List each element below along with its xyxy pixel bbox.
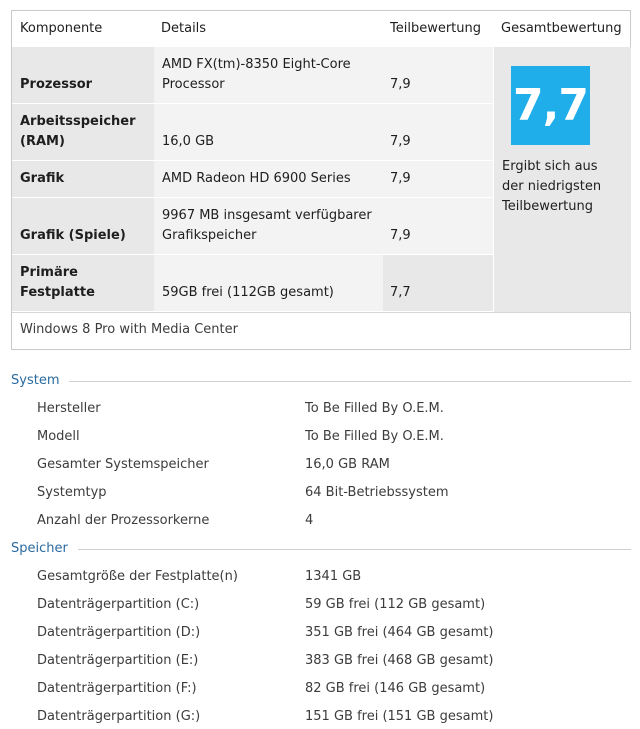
row-label-primary-disk: Primäre Festplatte [12, 255, 154, 312]
row-label-processor: Prozessor [12, 47, 154, 104]
row-detail-memory: 16,0 GB [154, 104, 383, 161]
row-score-graphics: 7,9 [383, 161, 493, 198]
header-details: Details [161, 21, 207, 36]
header-component: Komponente [20, 21, 103, 36]
storage-value-partition-d: 351 GB frei (464 GB gesamt) [305, 625, 494, 640]
system-label-memory: Gesamter Systemspeicher [37, 457, 209, 472]
divider [12, 312, 630, 313]
row-score-primary-disk: 7,7 [383, 255, 493, 312]
os-edition: Windows 8 Pro with Media Center [20, 322, 238, 337]
storage-value-partition-e: 383 GB frei (468 GB gesamt) [305, 653, 494, 668]
system-label-type: Systemtyp [37, 485, 107, 500]
system-value-memory: 16,0 GB RAM [305, 457, 390, 472]
system-label-manufacturer: Hersteller [37, 401, 101, 416]
storage-label-partition-d: Datenträgerpartition (D:) [37, 625, 201, 640]
system-label-model: Modell [37, 429, 80, 444]
row-detail-gaming-graphics: 9967 MB insgesamt verfügbarer Grafikspeicher [154, 198, 383, 255]
score-panel [11, 10, 631, 350]
system-label-cores: Anzahl der Prozessorkerne [37, 513, 210, 528]
system-value-manufacturer: To Be Filled By O.E.M. [305, 401, 444, 416]
total-score-tile: 7,7 [511, 66, 590, 145]
row-label-gaming-graphics: Grafik (Spiele) [12, 198, 154, 255]
system-value-model: To Be Filled By O.E.M. [305, 429, 444, 444]
system-value-type: 64 Bit-Betriebssystem [305, 485, 449, 500]
system-value-cores: 4 [305, 513, 314, 528]
section-title-system: System [11, 373, 69, 388]
storage-label-partition-e: Datenträgerpartition (E:) [37, 653, 199, 668]
row-detail-primary-disk: 59GB frei (112GB gesamt) [154, 255, 383, 312]
total-score-column [494, 47, 631, 312]
row-score-processor: 7,9 [383, 47, 493, 104]
section-title-storage: Speicher [11, 541, 78, 556]
row-label-graphics: Grafik [12, 161, 154, 198]
storage-value-total: 1341 GB [305, 569, 362, 584]
row-score-gaming-graphics: 7,9 [383, 198, 493, 255]
storage-value-partition-c: 59 GB frei (112 GB gesamt) [305, 597, 486, 612]
row-score-memory: 7,9 [383, 104, 493, 161]
storage-label-partition-c: Datenträgerpartition (C:) [37, 597, 200, 612]
section-divider [11, 381, 631, 382]
header-total: Gesamtbewertung [501, 21, 622, 36]
section-divider [11, 549, 631, 550]
storage-value-partition-g: 151 GB frei (151 GB gesamt) [305, 709, 494, 724]
row-label-memory: Arbeitsspeicher (RAM) [12, 104, 154, 161]
total-score-note: Ergibt sich aus der niedrigsten Teilbewertung [502, 159, 602, 214]
header-subscore: Teilbewertung [390, 21, 482, 36]
storage-label-total: Gesamtgröße der Festplatte(n) [37, 569, 238, 584]
storage-label-partition-g: Datenträgerpartition (G:) [37, 709, 201, 724]
row-detail-processor: AMD FX(tm)-8350 Eight-Core Processor [154, 47, 383, 104]
row-detail-graphics: AMD Radeon HD 6900 Series [154, 161, 383, 198]
storage-label-partition-f: Datenträgerpartition (F:) [37, 681, 197, 696]
storage-value-partition-f: 82 GB frei (146 GB gesamt) [305, 681, 486, 696]
